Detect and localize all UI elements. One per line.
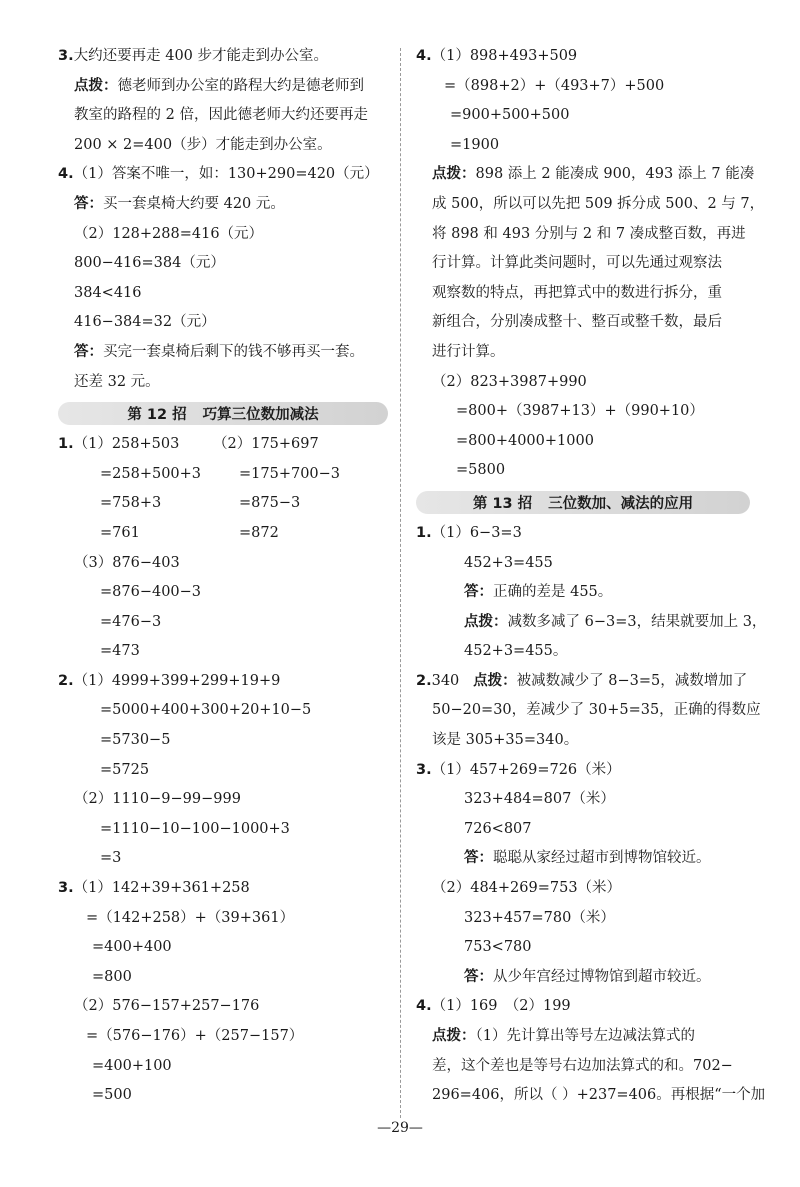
hint-line: 点拨：898 添上 2 能凑成 900，493 添上 7 能凑 xyxy=(432,166,755,183)
hint-line: 50−20=30，差减少了 30+5=35，正确的得数应 xyxy=(432,702,761,719)
calc-line: =800+（3987+13）+（990+10） xyxy=(456,403,704,420)
calc-row: =258+500+3 =175+700−3 xyxy=(100,465,341,482)
hint-line: 点拨：德老师到办公室的路程大约是德老师到 xyxy=(74,77,364,94)
section-banner-12: 第 12 招 巧算三位数加减法 xyxy=(58,397,388,430)
answer-statement: 答：聪聪从家经过超市到博物馆较近。 xyxy=(464,850,711,867)
column-divider xyxy=(400,48,401,1118)
calc-line: =（576−176）+（257−157） xyxy=(86,1028,304,1044)
calc-line: =473 xyxy=(100,643,140,660)
calc-line: （2）128+288=416（元） xyxy=(74,225,264,242)
calc-line: =900+500+500 xyxy=(450,107,570,124)
calc-line: （3）876−403 xyxy=(74,554,180,571)
calc-line: 2.（1）4999+399+299+19+9 xyxy=(58,672,281,689)
hint-line: 452+3=455。 xyxy=(464,643,568,660)
calc-line: （2）484+269=753（米） xyxy=(432,880,622,897)
calc-row: =761 =872 xyxy=(100,524,279,541)
calc-line: 726<807 xyxy=(464,820,532,837)
calc-line: =876−400−3 xyxy=(100,584,202,601)
hint-line: 差，这个差也是等号右边加法算式的和。702− xyxy=(432,1057,733,1074)
calc-line: 384<416 xyxy=(74,284,142,301)
answer-line: 4.（1）169 （2）199 xyxy=(416,998,571,1015)
calc-line: =476−3 xyxy=(100,613,162,630)
calc-line: 800−416=384（元） xyxy=(74,255,225,272)
calc-line: 3.（1）142+39+361+258 xyxy=(58,880,250,897)
calc-line: 1.（1）6−3=3 xyxy=(416,524,522,541)
answer-statement: 还差 32 元。 xyxy=(74,373,160,390)
calc-row: =758+3 =875−3 xyxy=(100,495,301,512)
calc-line: 4.（1）898+493+509 xyxy=(416,48,578,64)
calc-line: =400+400 xyxy=(92,939,172,956)
calc-line: （2）576−157+257−176 xyxy=(74,998,260,1015)
hint-line: 新组合，分别凑成整十、整百或整千数，最后 xyxy=(432,314,722,331)
calc-line: 416−384=32（元） xyxy=(74,314,216,331)
answer-line: 3.大约还要再走 400 步才能走到办公室。 xyxy=(58,48,329,64)
answer-statement: 答：从少年宫经过博物馆到超市较近。 xyxy=(464,968,711,985)
calc-line: （2）823+3987+990 xyxy=(432,373,587,390)
hint-line: 进行计算。 xyxy=(432,343,505,360)
answer-statement: 答：买一套桌椅大约要 420 元。 xyxy=(74,195,285,212)
page-number: —29— xyxy=(377,1120,423,1136)
calc-row: 1.（1）258+503 （2）175+697 xyxy=(58,436,319,453)
hint-line: 将 898 和 493 分别与 2 和 7 凑成整百数，再进 xyxy=(432,225,746,242)
calc-line: =500 xyxy=(92,1087,132,1104)
calc-line: =1900 xyxy=(450,136,500,153)
calc-line: =5800 xyxy=(456,462,506,479)
calc-line: 323+484=807（米） xyxy=(464,791,615,808)
hint-line: 成 500，所以可以先把 509 拆分成 500、2 与 7， xyxy=(432,195,765,212)
answer-statement: 答：买完一套桌椅后剩下的钱不够再买一套。 xyxy=(74,343,364,360)
calc-line: =3 xyxy=(100,850,122,867)
calc-line: =（898+2）+（493+7）+500 xyxy=(444,77,665,94)
hint-line: 行计算。计算此类问题时，可以先通过观察法 xyxy=(432,255,722,272)
calc-line: =5000+400+300+20+10−5 xyxy=(100,702,312,719)
hint-line: 观察数的特点，再把算式中的数进行拆分，重 xyxy=(432,284,722,301)
hint-line: 点拨：（1）先计算出等号左边减法算式的 xyxy=(432,1028,695,1044)
left-column xyxy=(58,42,388,1111)
calc-line: 753<780 xyxy=(464,939,532,956)
hint-line: 200 × 2=400（步）才能走到办公室。 xyxy=(74,136,332,153)
hint-line: 教室的路程的 2 倍，因此德老师大约还要再走 xyxy=(74,107,368,124)
answer-statement: 答：正确的差是 455。 xyxy=(464,584,613,601)
calc-line: 323+457=780（米） xyxy=(464,909,615,926)
calc-line: =5725 xyxy=(100,761,150,778)
calc-line: =800 xyxy=(92,968,132,985)
calc-line: =400+100 xyxy=(92,1057,172,1074)
section-banner-13: 第 13 招 三位数加、减法的应用 xyxy=(416,486,750,519)
calc-line: =1110−10−100−1000+3 xyxy=(100,820,290,837)
calc-line: 452+3=455 xyxy=(464,554,553,571)
hint-line: 点拨：减数多减了 6−3=3，结果就要加上 3， xyxy=(464,613,767,630)
calc-line: （2）1110−9−99−999 xyxy=(74,791,241,808)
right-column xyxy=(416,42,767,1111)
answer-line: 2.340 点拨：被减数减少了 8−3=5，减数增加了 xyxy=(416,672,748,689)
hint-line: 该是 305+35=340。 xyxy=(432,732,579,749)
hint-line: 296=406，所以（ ）+237=406。再根据“一个加 xyxy=(432,1087,766,1104)
calc-line: =5730−5 xyxy=(100,732,171,749)
calc-line: 3.（1）457+269=726（米） xyxy=(416,761,621,778)
answer-line: 4.（1）答案不唯一，如：130+290=420（元） xyxy=(58,166,379,183)
calc-line: =800+4000+1000 xyxy=(456,432,594,449)
calc-line: =（142+258）+（39+361） xyxy=(86,909,295,926)
